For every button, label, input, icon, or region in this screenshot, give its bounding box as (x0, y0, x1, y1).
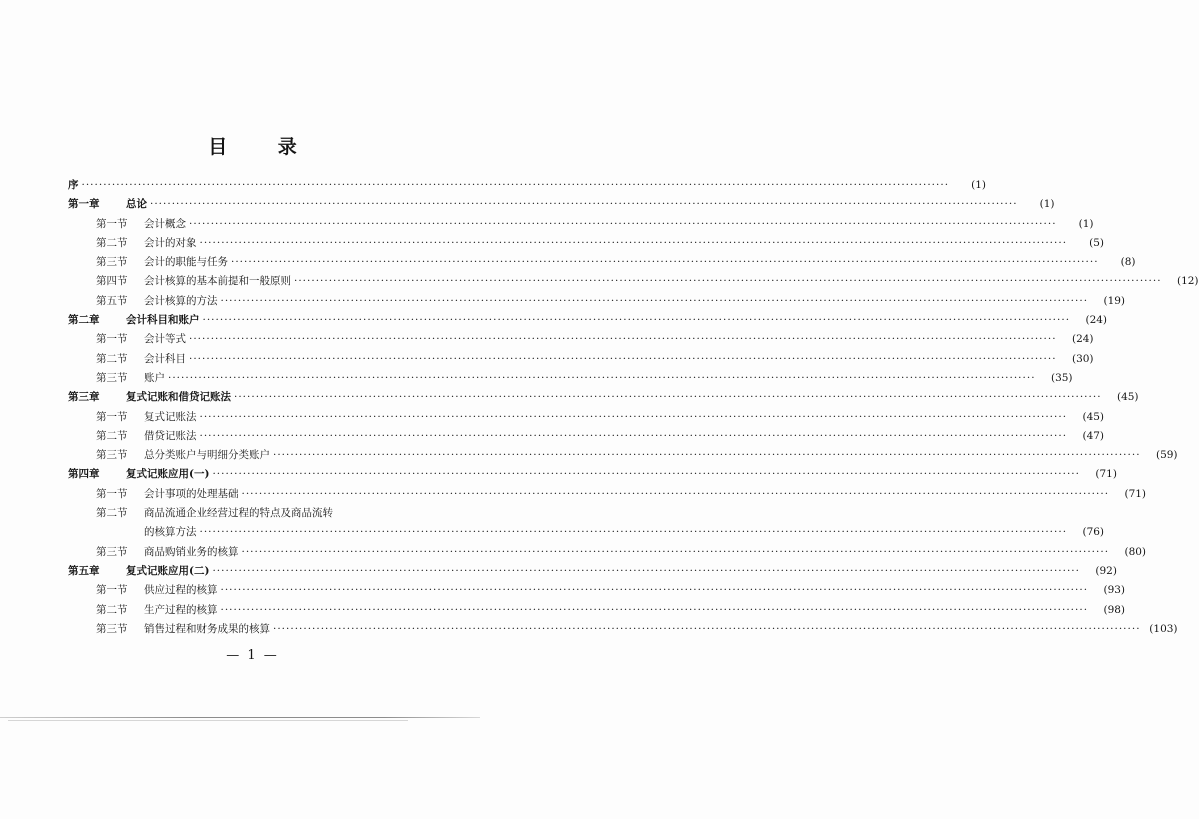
toc-entry-title: 复式记账法 (144, 410, 197, 423)
bottom-rule (0, 717, 480, 718)
toc-entry-page: (98) (1103, 603, 1126, 616)
toc-section-entry (68, 292, 1126, 311)
toc-section-entry (68, 504, 397, 523)
toc-entry-page: (19) (1103, 294, 1126, 307)
bottom-rule-shadow (8, 720, 408, 721)
toc-entry-page: (103) (1149, 622, 1178, 635)
toc-dot-leader: ········································································································································································································ (241, 545, 1110, 558)
toc-dot-leader: ········································································································································································································ (199, 526, 1068, 539)
toc-entry-page: (8) (1120, 256, 1136, 269)
toc-entry-number: 第二节 (96, 507, 128, 520)
toc-dot-leader: ········································································································································································································ (199, 410, 1068, 423)
toc-entry-number: 第一节 (96, 487, 128, 500)
toc-section-entry (68, 601, 1126, 620)
toc-entry-number: 第一章 (68, 198, 100, 211)
toc-entry-title: 供应过程的核算 (144, 584, 218, 597)
toc-dot-leader: ········································································································································································································ (199, 429, 1068, 442)
toc-entry-number: 第四节 (96, 275, 128, 288)
toc-dot-leader: ········································································································································································································ (168, 371, 1036, 384)
toc-entry-page: (59) (1155, 449, 1178, 462)
toc-entry-title: 会计概念 (144, 217, 186, 230)
toc-entry-number: 第三节 (96, 371, 128, 384)
toc-entry-page: (24) (1085, 314, 1108, 327)
page-number: — 1 — (226, 648, 279, 663)
toc-entry-number: 第二节 (96, 236, 128, 249)
toc-entry-page: (71) (1095, 468, 1117, 481)
page-title: 目 录 (208, 136, 319, 158)
toc-entry-number: 第二节 (96, 603, 128, 616)
toc-dot-leader: ········································································································································································································ (81, 179, 950, 191)
toc-entry-title: 会计核算的基本前提和一般原则 (144, 275, 291, 288)
toc-entry-title: 总分类账户与明细分类账户 (144, 449, 270, 462)
toc-entry-page: (45) (1082, 410, 1105, 423)
toc-entry-number: 第四章 (68, 468, 100, 481)
toc-dot-leader: ········································································································································································································ (189, 333, 1057, 346)
toc-section-entry (68, 215, 1094, 234)
toc-dot-leader: ········································································································································································································ (150, 198, 1018, 211)
toc-entry-title: 的核算方法 (144, 526, 197, 539)
toc-section-entry (68, 523, 1105, 542)
toc-entry-page: (80) (1124, 545, 1147, 558)
toc-chapter-entry (68, 465, 1117, 484)
toc-section-entry (68, 543, 1147, 562)
toc-entry-number: 第二章 (68, 314, 100, 327)
toc-entry-page: (5) (1089, 236, 1105, 249)
toc-entry-page: (35) (1050, 371, 1073, 384)
toc-section-entry (68, 427, 1105, 446)
toc-entry-title: 复式记账应用(二) (126, 564, 210, 577)
toc-chapter-entry (68, 562, 1117, 581)
toc-section-entry (68, 272, 1199, 291)
toc-dot-leader: ········································································································································································································ (273, 622, 1141, 635)
toc-entry-title: 商品购销业务的核算 (144, 545, 239, 558)
toc-entry-title: 会计的对象 (144, 236, 197, 249)
toc-dot-leader: ········································································································································································································ (212, 468, 1080, 481)
toc-section-entry (68, 446, 1178, 465)
toc-entry-page: (24) (1071, 333, 1094, 346)
toc-chapter-entry (68, 311, 1108, 330)
toc-entry-title: 生产过程的核算 (144, 603, 218, 616)
toc-entry-page: (30) (1071, 352, 1094, 365)
toc-section-entry (68, 408, 1105, 427)
toc-dot-leader: ········································································································································································································ (231, 256, 1099, 269)
toc-dot-leader: ········································································································································································································ (241, 487, 1110, 500)
toc-entry-number: 第二节 (96, 352, 128, 365)
toc-entry-title: 会计核算的方法 (144, 294, 218, 307)
toc-entry-number: 第一节 (96, 584, 128, 597)
toc-entry-title: 总论 (126, 198, 147, 211)
toc-section-entry (68, 350, 1094, 369)
toc-entry-page: (1) (1039, 198, 1055, 211)
toc-dot-leader: ········································································································································································································ (220, 294, 1089, 307)
toc-entry-title: 借贷记账法 (144, 429, 197, 442)
table-of-contents (68, 176, 1199, 639)
toc-entry-page: (71) (1124, 487, 1147, 500)
toc-section-entry (68, 620, 1178, 639)
toc-entry-page: (76) (1082, 526, 1105, 539)
toc-entry-number: 第三节 (96, 449, 128, 462)
toc-dot-leader: ········································································································································································································ (294, 275, 1162, 288)
toc-entry-title: 账户 (144, 371, 165, 384)
toc-entry-number: 第五节 (96, 294, 128, 307)
toc-entry-title: 商品流通企业经营过程的特点及商品流转 (144, 507, 333, 520)
toc-section-entry (68, 369, 1073, 388)
toc-entry-number: 第三节 (96, 622, 128, 635)
toc-entry-number: 第一节 (96, 410, 128, 423)
toc-entry-title: 复式记账应用(一) (126, 468, 210, 481)
toc-dot-leader: ········································································································································································································ (199, 236, 1068, 249)
toc-entry-page: (1) (971, 179, 987, 191)
toc-chapter-entry (68, 195, 1055, 214)
toc-dot-leader: ········································································································································································································ (220, 603, 1089, 616)
toc-entry-number: 第一节 (96, 217, 128, 230)
toc-dot-leader: ········································································································································································································ (234, 391, 1102, 404)
toc-section-entry (68, 330, 1094, 349)
toc-section-entry (68, 253, 1136, 272)
toc-entry-page: (12) (1176, 275, 1199, 288)
toc-entry-title: 序 (68, 179, 79, 191)
toc-section-entry (68, 234, 1105, 253)
toc-section-entry (68, 485, 1147, 504)
toc-entry-title: 会计事项的处理基础 (144, 487, 239, 500)
toc-entry-number: 第二节 (96, 429, 128, 442)
toc-dot-leader: ········································································································································································································ (212, 564, 1080, 577)
toc-entry-title: 会计科目 (144, 352, 186, 365)
toc-entry-page: (45) (1116, 391, 1139, 404)
toc-dot-leader: ········································································································································································································ (220, 584, 1089, 597)
toc-dot-leader: ········································································································································································································ (202, 314, 1071, 327)
toc-entry-number: 第三节 (96, 256, 128, 269)
toc-entry-page: (47) (1082, 429, 1105, 442)
toc-dot-leader: ········································································································································································································ (273, 449, 1141, 462)
toc-entry-title: 销售过程和财务成果的核算 (144, 622, 270, 635)
toc-entry-number: 第三章 (68, 391, 100, 404)
toc-chapter-entry (68, 388, 1139, 407)
toc-section-entry (68, 581, 1126, 600)
toc-entry-title: 复式记账和借贷记账法 (126, 391, 231, 404)
toc-entry-number: 第五章 (68, 564, 100, 577)
toc-preface-entry (68, 176, 987, 195)
toc-entry-number: 第三节 (96, 545, 128, 558)
toc-entry-title: 会计的职能与任务 (144, 256, 228, 269)
toc-entry-title: 会计科目和账户 (126, 314, 200, 327)
toc-dot-leader: ········································································································································································································ (189, 217, 1057, 230)
toc-dot-leader: ········································································································································································································ (189, 352, 1057, 365)
toc-entry-title: 会计等式 (144, 333, 186, 346)
toc-entry-page: (92) (1095, 564, 1117, 577)
toc-entry-page: (1) (1078, 217, 1094, 230)
toc-entry-page: (93) (1103, 584, 1126, 597)
toc-entry-number: 第一节 (96, 333, 128, 346)
